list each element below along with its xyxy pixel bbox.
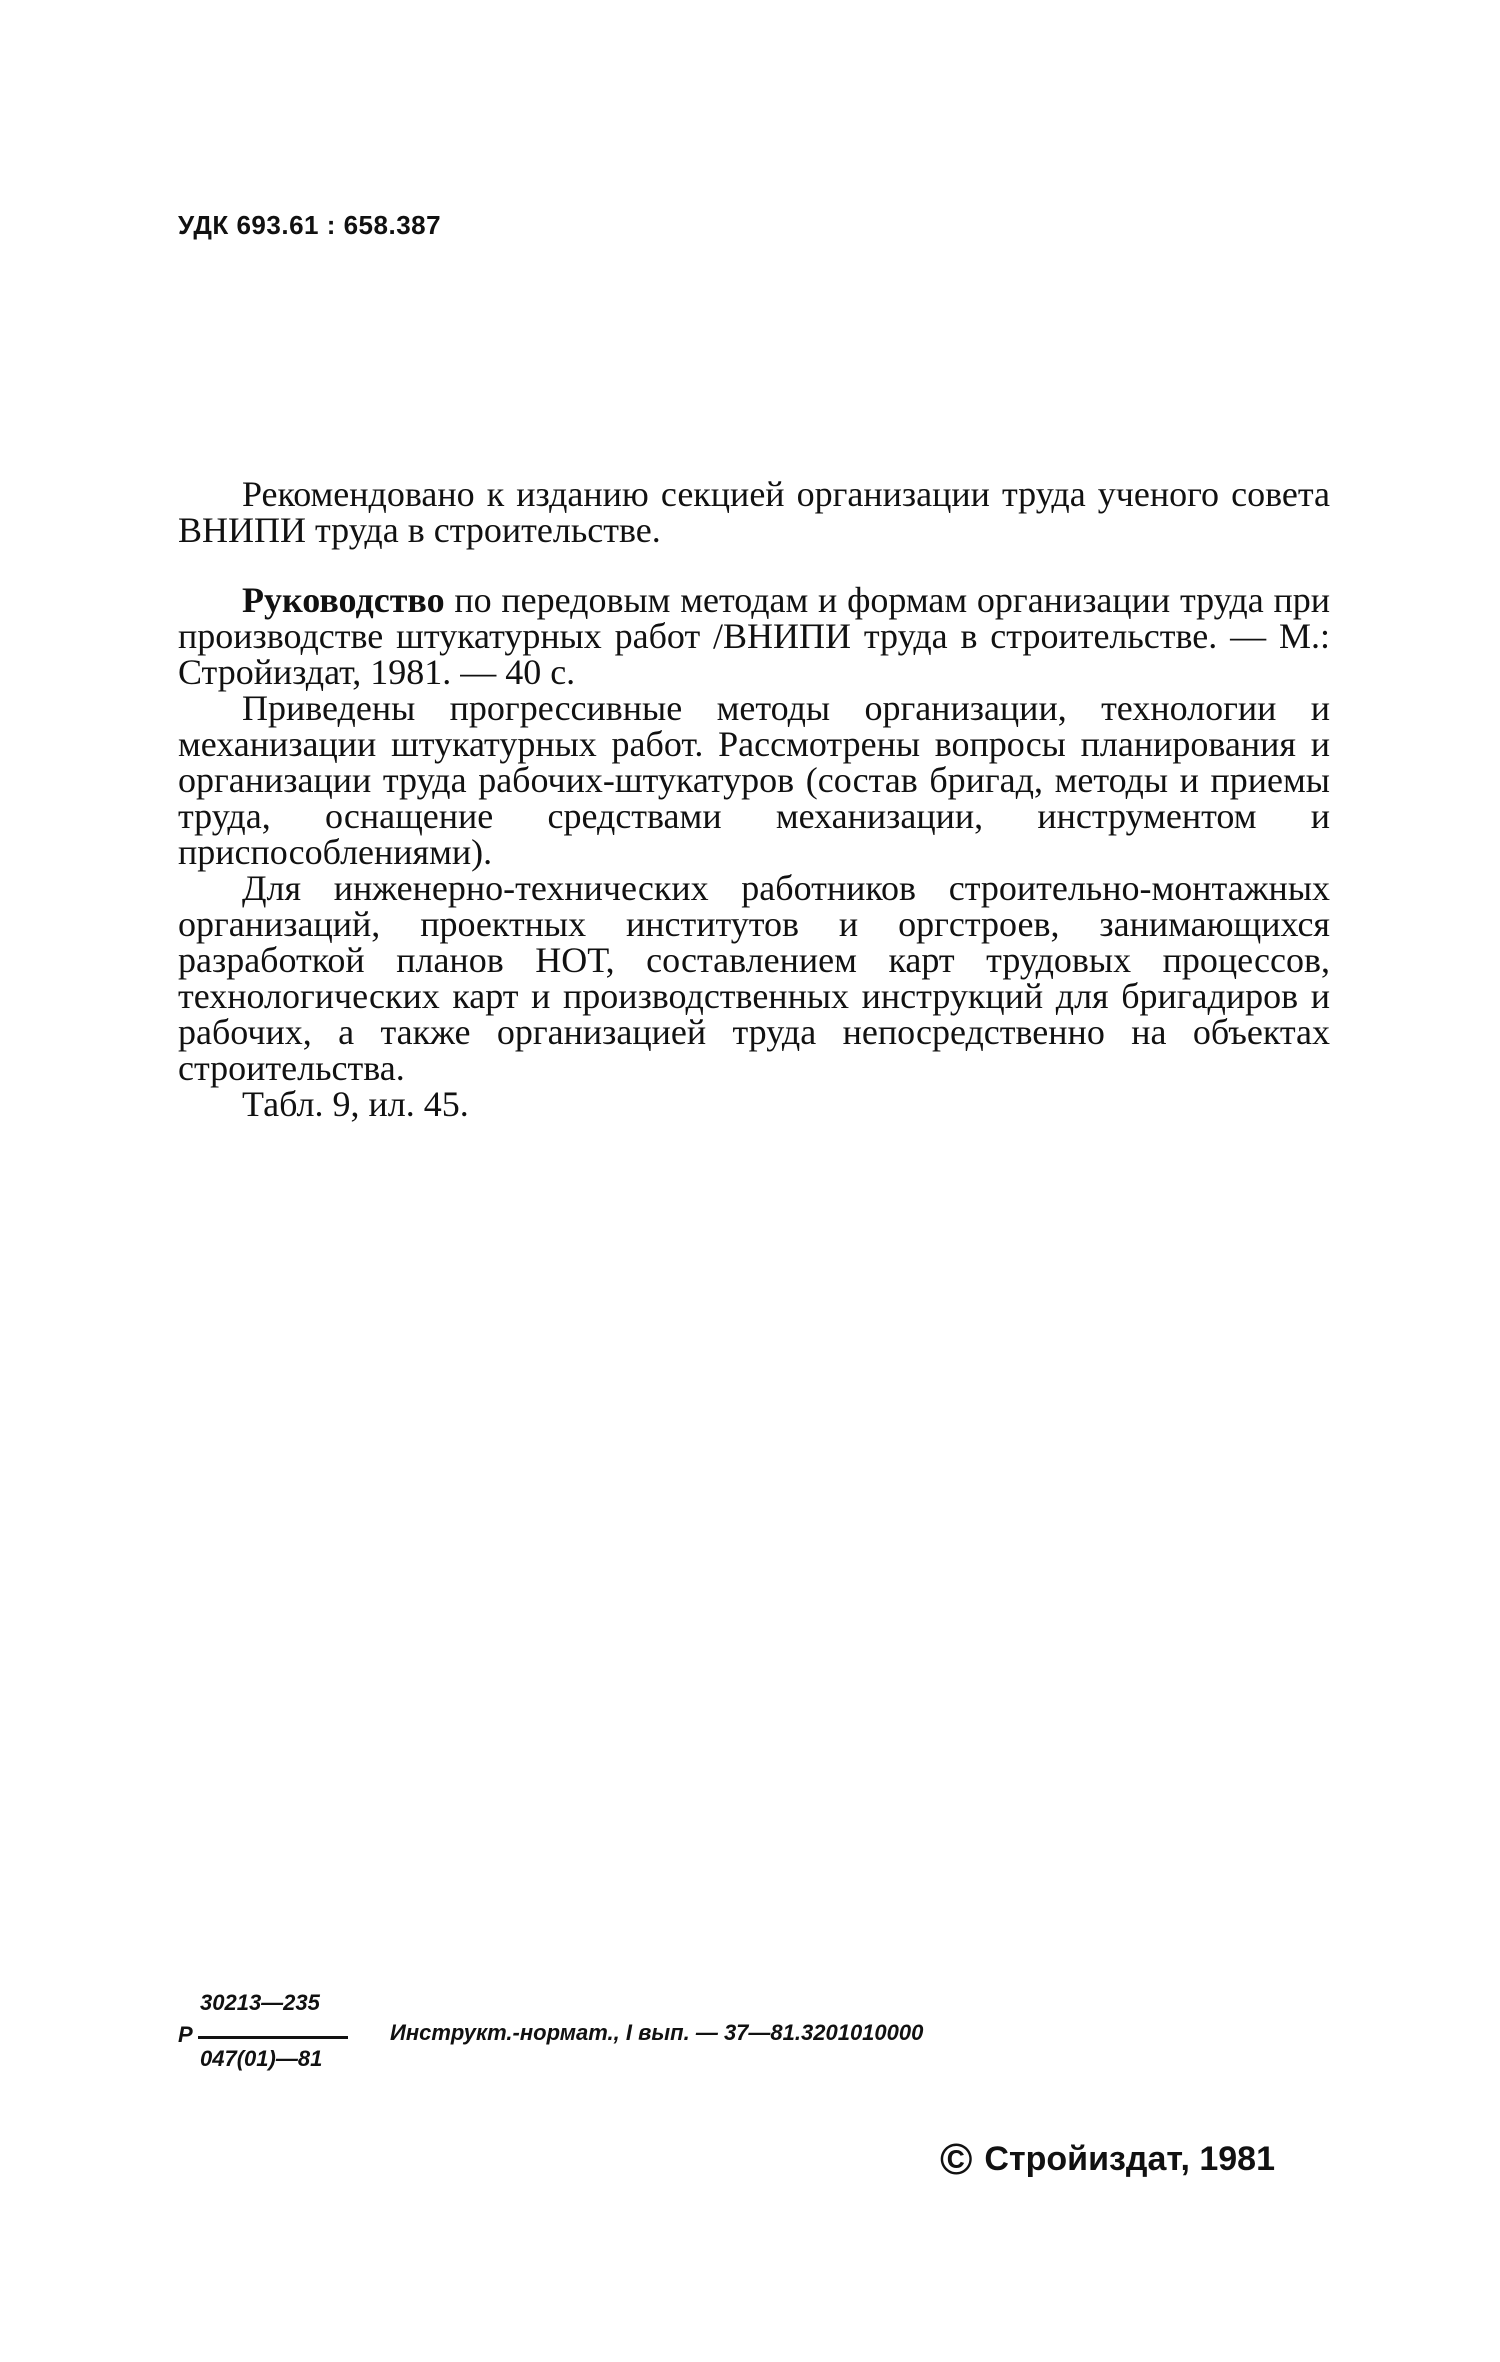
tables-illustrations-note: Табл. 9, ил. 45.	[242, 1084, 469, 1124]
bibliographic-entry	[178, 582, 1330, 690]
bibliography-title: Руководство	[242, 580, 445, 620]
recommendation-text: Рекомендовано к изданию секцией организации труда ученого совета ВНИПИ труда в строительстве.	[178, 474, 1330, 550]
udk-code: УДК 693.61 : 658.387	[178, 210, 442, 240]
publication-imprint	[178, 1990, 1078, 2100]
copyright-line	[940, 2135, 1275, 2185]
annotation-block	[178, 582, 1330, 1122]
audience-paragraph: Для инженерно-технических работников строительно-монтажных организаций, проектных институтов и оргстроев, занимающихся разработкой планов НОТ, составлением карт трудовых процессов, технологических карт и производственных инструкций для бригадиров и рабочих, а также организацией труда непосредственно на объектах строительства.	[178, 868, 1330, 1088]
summary-paragraph: Приведены прогрессивные методы организации, технологии и механизации штукатурных работ. Рассмотрены вопросы планирования и организации труда рабочих-штукатуров (состав бригад, методы и приемы труда, оснащение средствами механизации, инструментом и приспособлениями).	[178, 688, 1330, 872]
bibliography-text: по передовым методам и формам организации труда при производстве штукатурных работ /ВНИПИ труда в строительстве. — М.: Стройиздат, 1981. — 40 с.	[178, 580, 1330, 692]
imprint-series: Инструкт.-нормат., I вып. — 37—81.3201010000	[390, 2020, 924, 2045]
recommendation-note	[178, 476, 1330, 548]
copyright-icon: ©	[940, 2135, 973, 2184]
imprint-fraction	[178, 1990, 358, 2100]
copyright-text: Стройиздат, 1981	[984, 2140, 1275, 2178]
imprint-p-letter: Р	[178, 2022, 193, 2047]
imprint-numerator: 30213—235	[200, 1990, 320, 2015]
imprint-denominator: 047(01)—81	[200, 2046, 323, 2071]
fraction-bar	[198, 2036, 348, 2039]
